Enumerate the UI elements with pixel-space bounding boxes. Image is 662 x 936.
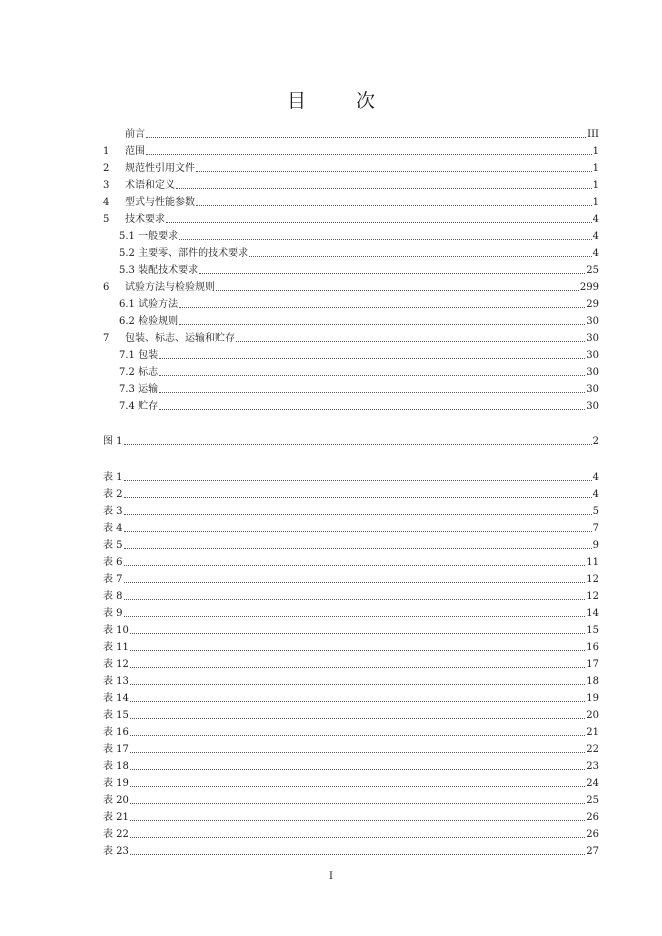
toc-entry-label: 图 1 <box>103 436 123 447</box>
dot-leader <box>130 667 585 668</box>
toc-entry[interactable] <box>103 158 599 175</box>
toc-entry-label: 表 21 <box>103 812 129 823</box>
toc-entry[interactable] <box>103 175 599 192</box>
toc-entry-number: 2 <box>103 163 110 174</box>
dot-leader <box>236 341 585 342</box>
page-title: 目 次 <box>286 90 398 112</box>
toc-entry-page: 1 <box>592 197 599 208</box>
toc-entry[interactable] <box>103 467 599 484</box>
toc-entry-page: 17 <box>586 659 599 670</box>
dot-leader <box>166 222 592 223</box>
toc-entry-label: 表 1 <box>103 472 123 483</box>
toc-entry-label: 5.3 装配技术要求 <box>119 265 199 276</box>
toc-entry-label: 表 17 <box>103 744 129 755</box>
toc-entry-page: 25 <box>586 265 599 276</box>
dot-leader <box>124 531 592 532</box>
toc-entry[interactable] <box>103 396 599 413</box>
toc-entry-page: III <box>587 129 599 140</box>
toc-entry-label: 表 18 <box>103 761 129 772</box>
toc-entry[interactable] <box>103 773 599 790</box>
toc-entry[interactable] <box>103 841 599 858</box>
dot-leader <box>124 565 586 566</box>
toc-entry-number: 4 <box>103 197 110 208</box>
page-number: I <box>329 871 333 882</box>
dot-leader <box>124 480 592 481</box>
toc-entry-page: 16 <box>586 642 599 653</box>
toc-entry-page: 12 <box>586 591 599 602</box>
toc-entry[interactable] <box>103 260 599 277</box>
toc-entry-page: 26 <box>586 829 599 840</box>
toc-entry-page: 12 <box>586 574 599 585</box>
toc-entry-page: 14 <box>586 608 599 619</box>
toc-entry-label: 表 22 <box>103 829 129 840</box>
toc-entry[interactable] <box>103 124 599 141</box>
dot-leader <box>196 205 592 206</box>
toc-entry-page: 30 <box>586 401 599 412</box>
toc-entry[interactable] <box>103 671 599 688</box>
dot-leader <box>130 786 585 787</box>
toc-entry-label: 表 7 <box>103 574 123 585</box>
toc-entry-page: 20 <box>586 710 599 721</box>
toc-entry[interactable] <box>103 654 599 671</box>
toc-entry[interactable] <box>103 807 599 824</box>
toc-entry[interactable] <box>103 569 599 586</box>
toc-entry[interactable] <box>103 586 599 603</box>
toc-entry-page: 4 <box>592 472 599 483</box>
toc-entry[interactable] <box>103 552 599 569</box>
toc-entry[interactable] <box>103 311 599 328</box>
toc-entry[interactable] <box>103 192 599 209</box>
dot-leader <box>159 409 585 410</box>
toc-entry-label: 表 12 <box>103 659 129 670</box>
toc-entry-page: 21 <box>586 727 599 738</box>
toc-entry[interactable] <box>103 345 599 362</box>
toc-entry-page: 4 <box>592 214 599 225</box>
dot-leader <box>179 239 592 240</box>
toc-entry-label: 试验方法与检验规则 <box>125 282 215 293</box>
toc-entry-label: 包装、标志、运输和贮存 <box>125 333 235 344</box>
toc-entry[interactable] <box>103 294 599 311</box>
dot-leader <box>249 256 592 257</box>
toc-entry[interactable] <box>103 328 599 345</box>
toc-entry-page: 24 <box>586 778 599 789</box>
toc-entry-page: 19 <box>586 693 599 704</box>
dot-leader <box>124 548 592 549</box>
dot-leader <box>124 582 586 583</box>
section-list <box>103 124 599 413</box>
dot-leader <box>130 837 585 838</box>
toc-entry[interactable] <box>103 722 599 739</box>
toc-entry-label: 6.1 试验方法 <box>119 299 179 310</box>
toc-entry-page: 30 <box>586 333 599 344</box>
toc-entry-page: 26 <box>586 812 599 823</box>
dot-leader <box>196 171 592 172</box>
dot-leader <box>159 375 585 376</box>
toc-entry-label: 型式与性能参数 <box>125 197 195 208</box>
toc-entry[interactable] <box>103 756 599 773</box>
toc-entry-label: 7.4 贮存 <box>119 401 159 412</box>
dot-leader <box>124 444 592 445</box>
dot-leader <box>199 273 585 274</box>
dot-leader <box>130 752 585 753</box>
toc-entry-label: 表 20 <box>103 795 129 806</box>
toc-entry[interactable] <box>103 243 599 260</box>
toc-entry-label: 表 23 <box>103 846 129 857</box>
toc-entry-page: 7 <box>592 523 599 534</box>
dot-leader <box>124 497 592 498</box>
toc-entry[interactable] <box>103 603 599 620</box>
toc-entry-label: 表 11 <box>103 642 129 653</box>
toc-entry-label: 表 10 <box>103 625 129 636</box>
dot-leader <box>130 684 585 685</box>
toc-entry-page: 27 <box>586 846 599 857</box>
dot-leader <box>130 803 585 804</box>
toc-entry-label: 技术要求 <box>125 214 165 225</box>
dot-leader <box>179 307 585 308</box>
toc-entry-page: 25 <box>586 795 599 806</box>
table-list <box>103 467 599 858</box>
toc-entry-number: 1 <box>103 146 110 157</box>
toc-entry[interactable] <box>103 535 599 552</box>
toc-entry[interactable] <box>103 688 599 705</box>
toc-entry-page: 18 <box>586 676 599 687</box>
dot-leader <box>130 854 585 855</box>
toc-entry-page: 30 <box>586 316 599 327</box>
toc-entry-label: 表 6 <box>103 557 123 568</box>
dot-leader <box>130 650 585 651</box>
toc-entry-page: 11 <box>586 557 599 568</box>
toc-entry-label: 表 9 <box>103 608 123 619</box>
toc-entry-label: 表 8 <box>103 591 123 602</box>
dot-leader <box>124 514 592 515</box>
toc-entry-page: 4 <box>592 489 599 500</box>
toc-entry-page: 5 <box>592 506 599 517</box>
toc-entry-label: 表 19 <box>103 778 129 789</box>
dot-leader <box>130 735 585 736</box>
toc-entry[interactable] <box>103 379 599 396</box>
toc-entry-page: 4 <box>592 248 599 259</box>
toc-entry-page: 1 <box>592 163 599 174</box>
dot-leader <box>124 599 586 600</box>
toc-entry-page: 2 <box>592 436 599 447</box>
dot-leader <box>176 188 592 189</box>
toc-entry-label: 5.2 主要零、部件的技术要求 <box>119 248 249 259</box>
toc-entry-label: 术语和定义 <box>125 180 175 191</box>
toc-entry-page: 30 <box>586 350 599 361</box>
toc-entry-page: 299 <box>579 282 599 293</box>
toc-entry-label: 表 13 <box>103 676 129 687</box>
toc-entry-label: 规范性引用文件 <box>125 163 195 174</box>
toc-entry-label: 5.1 一般要求 <box>119 231 179 242</box>
toc-entry[interactable] <box>103 790 599 807</box>
dot-leader <box>130 769 585 770</box>
toc-entry[interactable] <box>103 277 599 294</box>
dot-leader <box>130 820 585 821</box>
spacer <box>103 448 599 467</box>
toc-entry-page: 23 <box>586 761 599 772</box>
toc-entry-page: 4 <box>592 231 599 242</box>
toc-entry-page: 1 <box>592 146 599 157</box>
dot-leader <box>146 137 586 138</box>
toc-entry[interactable] <box>103 484 599 501</box>
toc-entry-label: 7.2 标志 <box>119 367 159 378</box>
toc-entry-label: 表 16 <box>103 727 129 738</box>
toc-entry[interactable] <box>103 705 599 722</box>
toc-entry-label: 6.2 检验规则 <box>119 316 179 327</box>
dot-leader <box>179 324 585 325</box>
toc-entry[interactable] <box>103 739 599 756</box>
table-of-contents <box>103 124 599 858</box>
toc-entry[interactable] <box>103 620 599 637</box>
toc-entry-page: 29 <box>586 299 599 310</box>
toc-entry[interactable] <box>103 637 599 654</box>
toc-entry-label: 7.3 运输 <box>119 384 159 395</box>
toc-entry-number: 3 <box>103 180 110 191</box>
dot-leader <box>130 633 585 634</box>
spacer <box>103 413 599 431</box>
dot-leader <box>130 718 585 719</box>
toc-entry-label: 表 3 <box>103 506 123 517</box>
toc-entry-label: 7.1 包装 <box>119 350 159 361</box>
toc-entry[interactable] <box>103 226 599 243</box>
dot-leader <box>216 290 579 291</box>
toc-entry[interactable] <box>103 362 599 379</box>
toc-entry[interactable] <box>103 501 599 518</box>
toc-entry[interactable] <box>103 209 599 226</box>
toc-entry-label: 表 2 <box>103 489 123 500</box>
figure-list <box>103 431 599 448</box>
toc-entry-label: 表 5 <box>103 540 123 551</box>
toc-entry-label: 表 4 <box>103 523 123 534</box>
toc-entry-label: 范围 <box>125 146 145 157</box>
dot-leader <box>130 701 585 702</box>
toc-entry[interactable] <box>103 141 599 158</box>
toc-entry-number: 5 <box>103 214 110 225</box>
toc-entry-page: 30 <box>586 367 599 378</box>
toc-entry-page: 22 <box>586 744 599 755</box>
dot-leader <box>159 392 585 393</box>
toc-entry-number: 7 <box>103 333 110 344</box>
toc-entry-label: 表 15 <box>103 710 129 721</box>
dot-leader <box>159 358 585 359</box>
toc-entry-page: 30 <box>586 384 599 395</box>
toc-entry-page: 1 <box>592 180 599 191</box>
toc-entry[interactable] <box>103 431 599 448</box>
toc-entry-page: 9 <box>592 540 599 551</box>
toc-entry-label: 表 14 <box>103 693 129 704</box>
toc-entry-page: 15 <box>586 625 599 636</box>
toc-entry[interactable] <box>103 518 599 535</box>
dot-leader <box>124 616 586 617</box>
toc-entry-label: 前言 <box>125 129 145 140</box>
dot-leader <box>146 154 592 155</box>
toc-entry[interactable] <box>103 824 599 841</box>
toc-entry-number: 6 <box>103 282 110 293</box>
